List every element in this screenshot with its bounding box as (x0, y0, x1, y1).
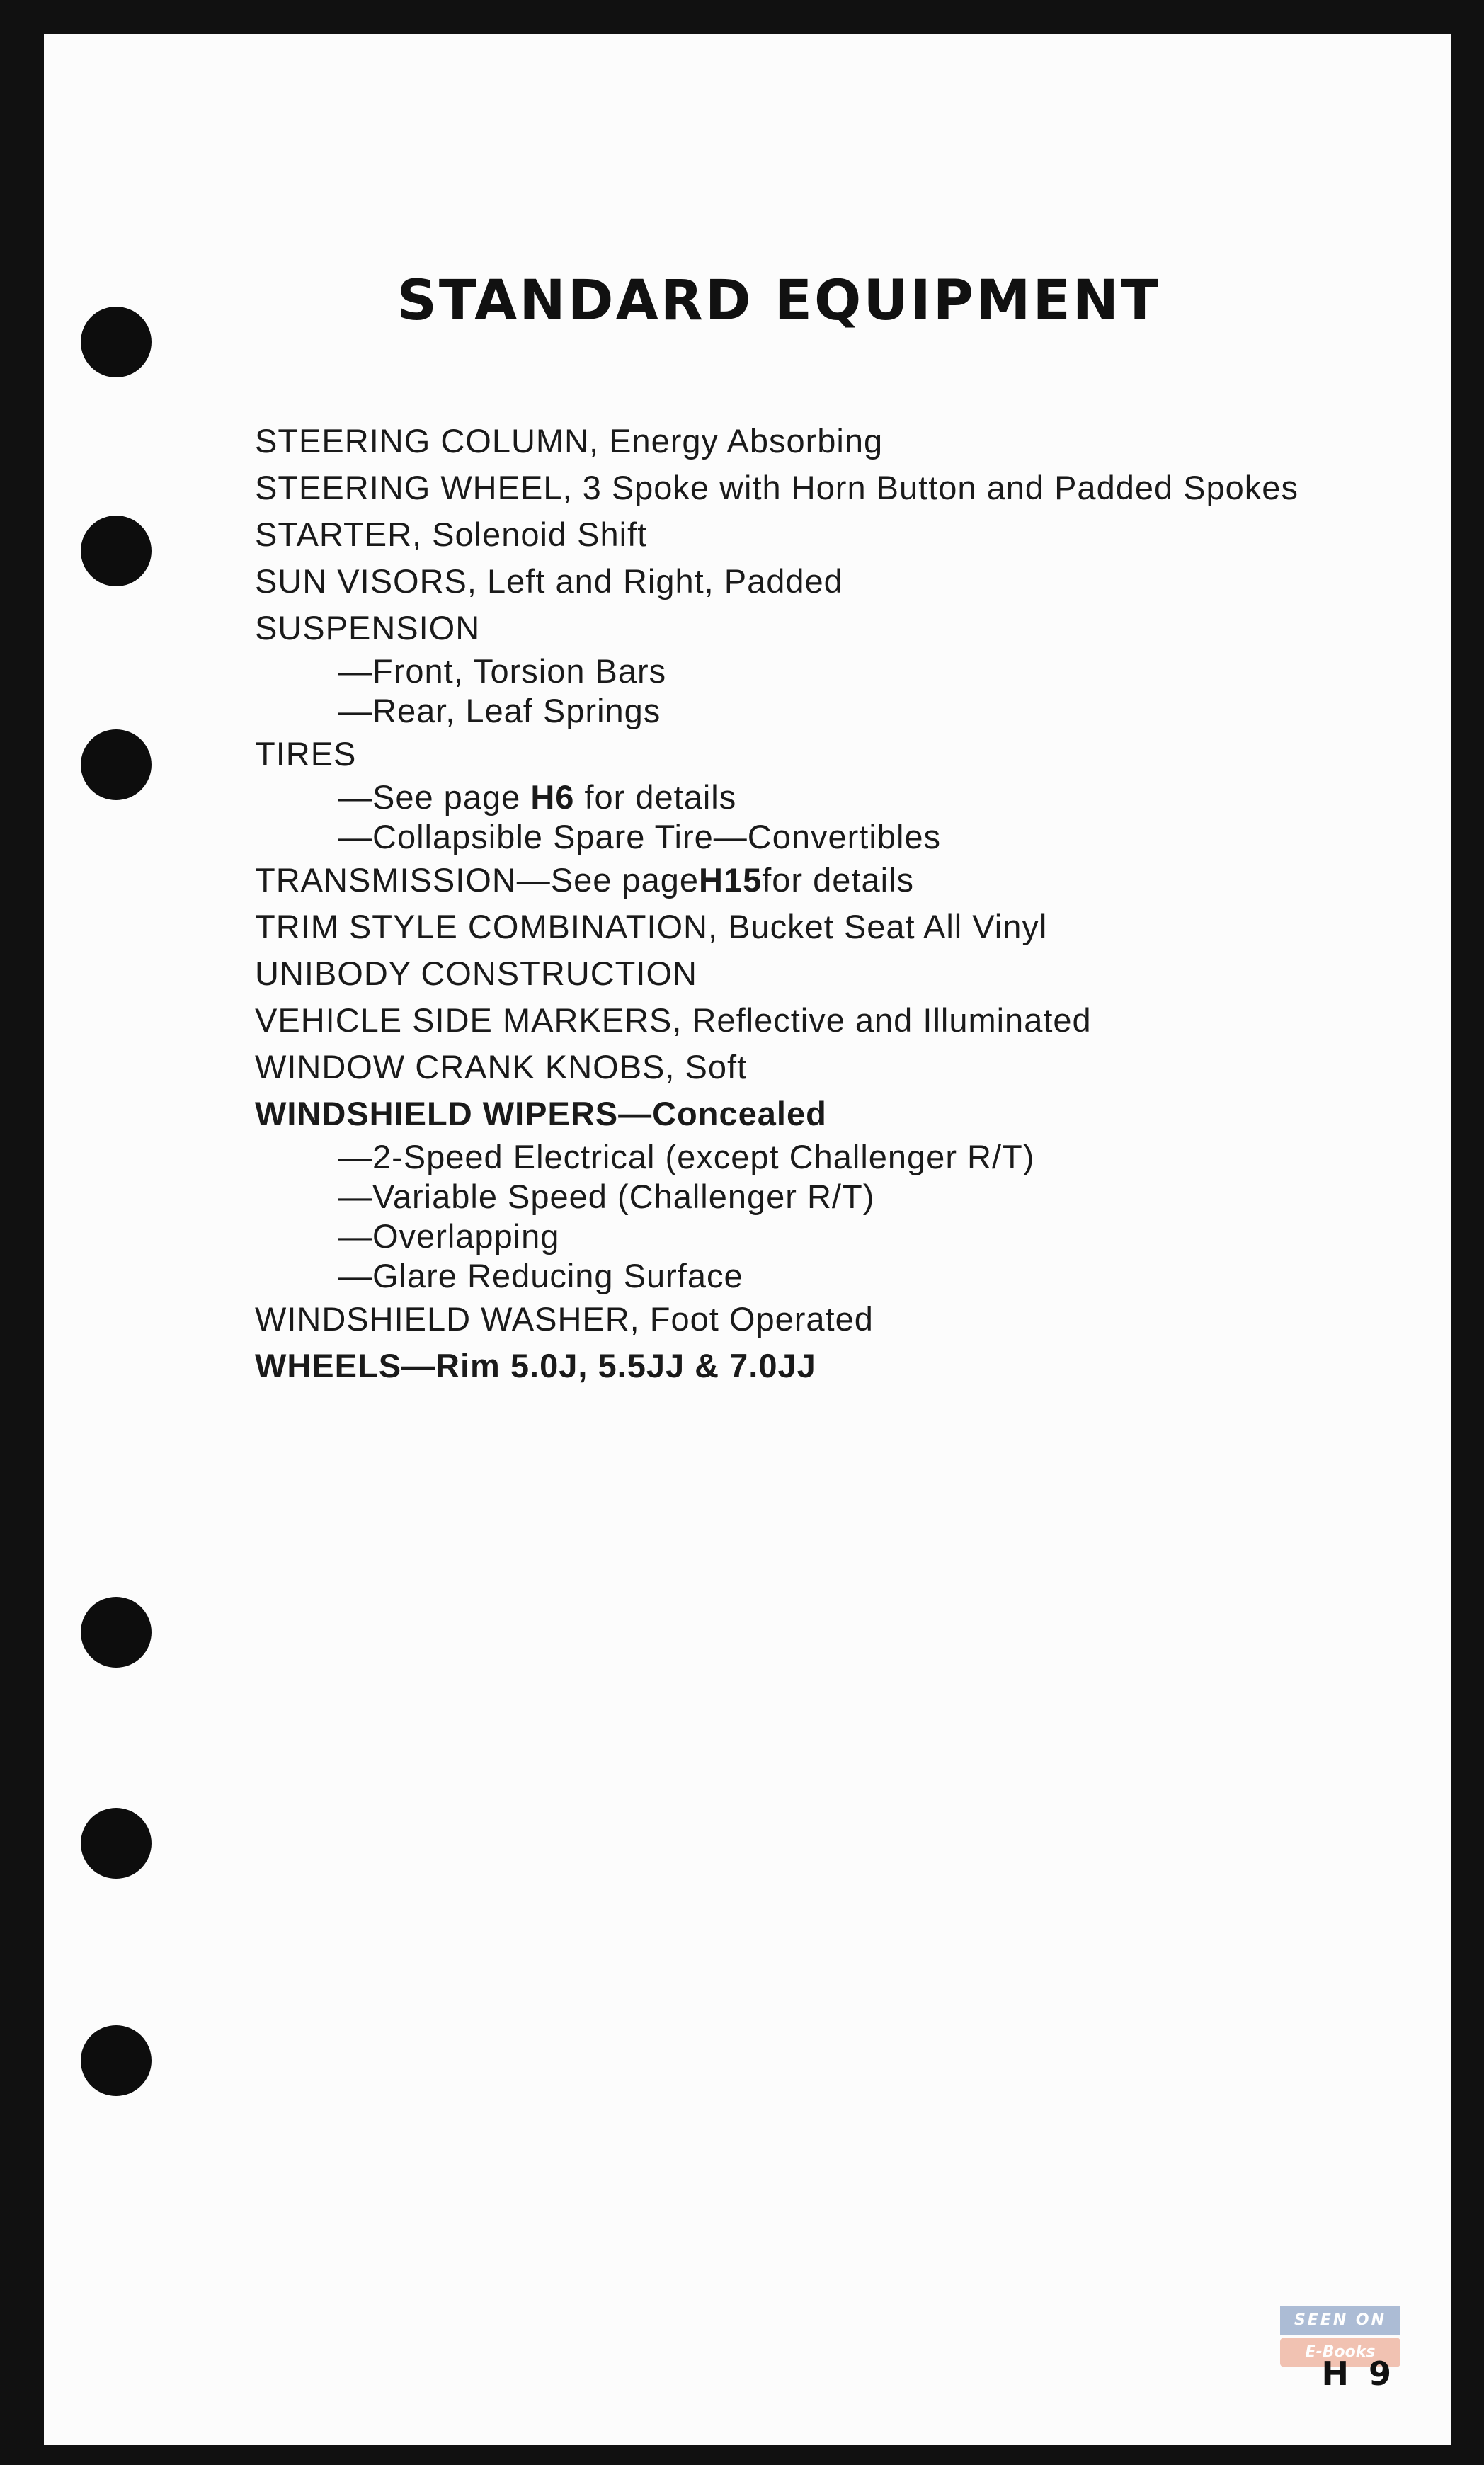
list-subitem: —Variable Speed (Challenger R/T) (338, 1178, 875, 1215)
binder-hole (81, 516, 152, 586)
list-subitem: —Collapsible Spare Tire—Convertibles (338, 818, 942, 855)
binder-hole (81, 1808, 152, 1879)
list-item: WINDOW CRANK KNOBS, Soft (255, 1048, 748, 1086)
list-item: WINDSHIELD WASHER, Foot Operated (255, 1300, 874, 1338)
binder-hole (81, 729, 152, 800)
list-item: SUSPENSION (255, 609, 481, 647)
list-item: STARTER, Solenoid Shift (255, 516, 648, 553)
list-subitem: —Rear, Leaf Springs (338, 692, 661, 729)
binder-hole (81, 1597, 152, 1668)
list-item: TRIM STYLE COMBINATION, Bucket Seat All Vinyl (255, 908, 1048, 945)
transmission-suffix: for details (762, 861, 915, 899)
list-item: UNIBODY CONSTRUCTION (255, 955, 697, 992)
list-item: WINDSHIELD WIPERS—Concealed (255, 1095, 827, 1132)
list-item: STEERING WHEEL, 3 Spoke with Horn Button and Padded Spokes (255, 469, 1298, 506)
list-item: WHEELS—Rim 5.0J, 5.5JJ & 7.0JJ (255, 1347, 816, 1384)
page-reference: H6 (530, 778, 575, 816)
list-item: VEHICLE SIDE MARKERS, Reflective and Illuminated (255, 1001, 1092, 1039)
page-title: STANDARD EQUIPMENT (396, 269, 1161, 333)
equipment-list (255, 418, 1416, 1389)
list-subitem: —Glare Reducing Surface (338, 1257, 743, 1294)
stamp-top: SEEN ON (1280, 2306, 1400, 2335)
list-subitem: —Front, Torsion Bars (338, 652, 667, 690)
tires-see-suffix: for details (574, 778, 737, 816)
list-item: STEERING COLUMN, Energy Absorbing (255, 422, 884, 460)
list-subitem (255, 778, 1416, 817)
list-subitem: —Overlapping (338, 1217, 560, 1255)
tires-see-prefix: —See page (338, 778, 531, 816)
list-item: SUN VISORS, Left and Right, Padded (255, 562, 843, 600)
stamp-bottom: E-Books (1280, 2338, 1400, 2367)
page-number: H 9 (1321, 2355, 1395, 2393)
transmission-prefix: TRANSMISSION—See page (255, 861, 699, 899)
page-reference: H15 (699, 861, 763, 899)
list-item (255, 857, 1416, 904)
list-subitem: —2-Speed Electrical (except Challenger R/T) (338, 1138, 1035, 1175)
binder-hole (81, 2025, 152, 2096)
list-item: TIRES (255, 735, 357, 773)
